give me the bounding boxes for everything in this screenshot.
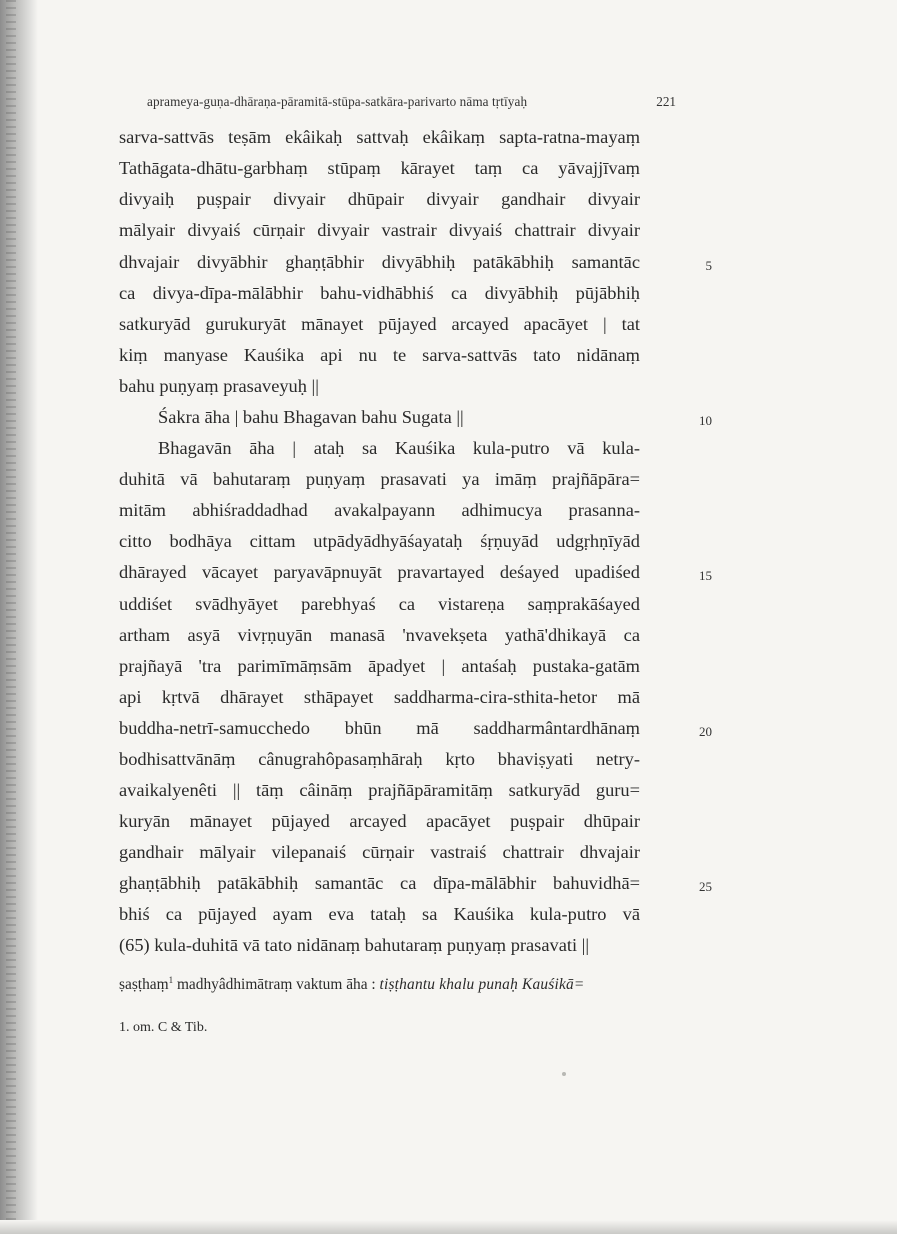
text-line: uddiśet svādhyāyet parebhyaś ca vistareṇa saṃprakāśayed	[119, 594, 640, 614]
text-line: prajñayā 'tra parimīmāṃsām āpadyet | antaśaḥ pustaka-gatām	[119, 656, 640, 676]
footnote: 1. om. C & Tib.	[119, 1020, 208, 1035]
line-number: 15	[699, 568, 712, 583]
text-line: Śakra āha | bahu Bhagavan bahu Sugata ||	[158, 407, 464, 427]
text-line: mālyair divyaiś cūrṇair divyair vastrair divyaiś chattrair divyair	[119, 220, 640, 240]
text-line: ca divya-dīpa-mālābhir bahu-vidhābhiś ca divyābhiḥ pūjābhiḥ	[119, 283, 640, 303]
text-line: satkuryād gurukuryāt mānayet pūjayed arcayed apacāyet | tat	[119, 314, 640, 334]
line-number: 10	[699, 413, 712, 428]
text-line: buddha-netrī-samucchedo bhūn mā saddharmântardhānaṃ	[119, 718, 640, 738]
next-section-heading	[119, 975, 640, 994]
next-section-lead: ṣaṣṭhaṃ	[119, 976, 169, 994]
running-head: aprameya-guṇa-dhāraṇa-pāramitā-stūpa-satkāra-parivarto nāma tṛtīyaḥ	[147, 94, 528, 109]
next-section-italic: tiṣṭhantu khalu punaḥ Kauśikā=	[379, 976, 585, 994]
text-line: divyaiḥ puṣpair divyair dhūpair divyair gandhair divyair	[119, 189, 640, 209]
line-number: 25	[699, 879, 712, 894]
page-number: 221	[656, 94, 676, 109]
paper-speck	[562, 1072, 566, 1076]
text-line: api kṛtvā dhārayet sthāpayet saddharma-cira-sthita-hetor mā	[119, 687, 640, 707]
text-line: artham asyā vivṛṇuyān manasā 'nvavekṣeta yathā'dhikayā ca	[119, 625, 640, 645]
text-line: bhiś ca pūjayed ayam eva tataḥ sa Kauśika kula-putro vā	[119, 904, 640, 924]
text-line: kuryān mānayet pūjayed arcayed apacāyet puṣpair dhūpair	[119, 811, 640, 831]
text-line: citto bodhāya cittam utpādyādhyāśayataḥ śṛṇuyād udgṛhṇīyād	[119, 531, 640, 551]
next-section-middle: madhyâdhimātraṃ vaktum āha :	[173, 976, 380, 994]
line-number: 5	[705, 258, 712, 273]
text-line: duhitā vā bahutaraṃ puṇyaṃ prasavati ya imāṃ prajñāpāra=	[119, 469, 640, 489]
text-line: Bhagavān āha | ataḥ sa Kauśika kula-putro vā kula-	[158, 438, 640, 458]
text-line: ghaṇṭābhiḥ patākābhiḥ samantāc ca dīpa-mālābhir bahuvidhā=	[119, 873, 640, 893]
text-line: Tathāgata-dhātu-garbhaṃ stūpaṃ kārayet taṃ ca yāvajjīvaṃ	[119, 158, 640, 178]
text-line: bodhisattvānāṃ cânugrahôpasaṃhāraḥ kṛto bhaviṣyati netry-	[119, 749, 640, 769]
page-bottom-edge	[0, 1220, 897, 1234]
text-line: bahu puṇyaṃ prasaveyuḥ ||	[119, 376, 319, 396]
text-line: kiṃ manyase Kauśika api nu te sarva-sattvās tato nidānaṃ	[119, 345, 640, 365]
text-line: dhvajair divyābhir ghaṇṭābhir divyābhiḥ patākābhiḥ samantāc	[119, 252, 640, 272]
text-line: sarva-sattvās teṣām ekâikaḥ sattvaḥ ekâikaṃ sapta-ratna-mayaṃ	[119, 127, 640, 147]
footnote-marker: 1	[168, 975, 174, 985]
text-line: dhārayed vācayet paryavāpnuyāt pravartayed deśayed upadiśed	[119, 562, 640, 582]
binding-shadow	[0, 0, 38, 1234]
text-line: mitām abhiśraddadhad avakalpayann adhimucya prasanna-	[119, 500, 640, 520]
text-line: (65) kula-duhitā vā tato nidānaṃ bahutaraṃ puṇyaṃ prasavati ||	[119, 935, 590, 955]
text-line: avaikalyenêti || tāṃ câināṃ prajñāpāramitāṃ satkuryād guru=	[119, 780, 640, 800]
text-line: gandhair mālyair vilepanaiś cūrṇair vastraiś chattrair dhvajair	[119, 842, 640, 862]
line-number: 20	[699, 724, 712, 739]
